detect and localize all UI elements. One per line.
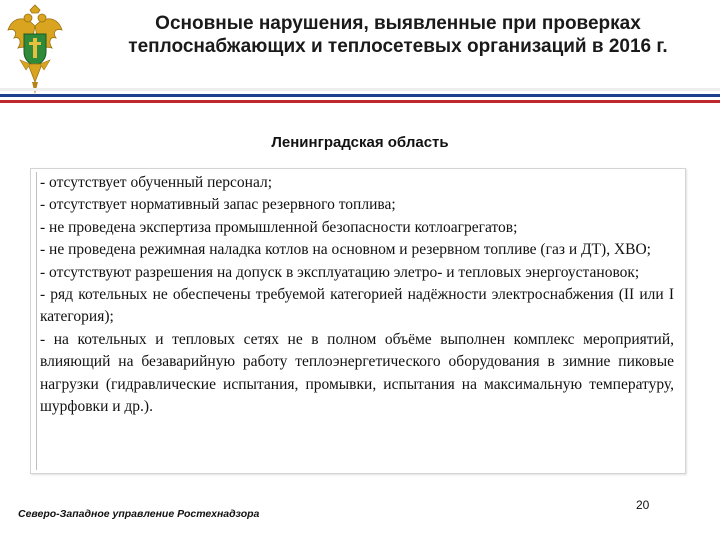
- list-item: - на котельных и тепловых сетях не в полном объёме выполнен комплекс мероприятий, влияющий на безаварийную работу теплоэнергетического оборудования в зимние пиковые нагрузки (гидравлические испытания, промывки, испытания на максимальную температуру, шурфовки и др.).: [40, 330, 674, 416]
- list-item: - не проведена экспертиза промышленной безопасности котлоагрегатов;: [40, 218, 518, 236]
- title-line-2: теплоснабжающих и теплосетевых организаций в 2016 г.: [128, 36, 668, 57]
- list-item: - не проведена режимная наладка котлов на основном и резервном топливе (газ и ДТ), ХВО;: [40, 241, 651, 259]
- region-subtitle: Ленинградская область: [271, 134, 449, 151]
- list-item: - отсутствует нормативный запас резервного топлива;: [40, 196, 396, 214]
- title-line-1: Основные нарушения, выявленные при проверках: [155, 13, 641, 34]
- list-item: - ряд котельных не обеспечены требуемой категорией надёжности электроснабжения (II или I категория);: [40, 286, 674, 326]
- stripe-blue: [0, 94, 720, 97]
- list-item: - отсутствуют разрешения на допуск в эксплуатацию элетро- и тепловых энергоустановок;: [40, 263, 640, 281]
- stripe-white: [0, 88, 720, 91]
- page-title: [80, 12, 716, 58]
- page-number: 20: [636, 498, 650, 512]
- violations-list: [40, 172, 674, 418]
- rostekhnadzor-emblem-icon: [4, 4, 66, 96]
- stripe-red: [0, 100, 720, 103]
- content-frame-left-rule: [36, 172, 37, 470]
- list-item: - отсутствует обученный персонал;: [40, 174, 273, 191]
- footer-organization: Северо-Западное управление Ростехнадзора: [18, 508, 260, 520]
